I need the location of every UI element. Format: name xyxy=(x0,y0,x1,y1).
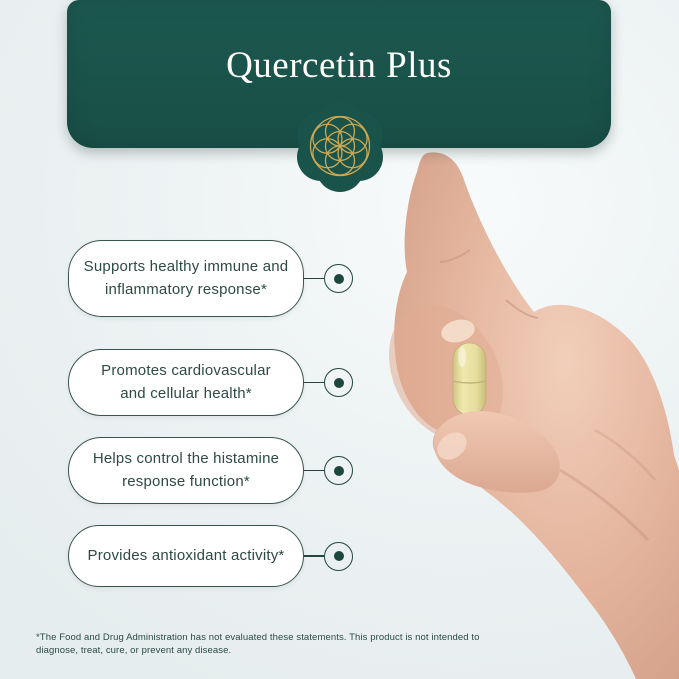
marker-dot xyxy=(334,551,344,561)
product-title: Quercetin Plus xyxy=(226,45,452,86)
benefit-text: Helps control the histamine xyxy=(92,450,280,467)
benefit-box xyxy=(68,437,304,504)
benefit-box xyxy=(68,240,304,317)
capsule xyxy=(453,343,486,415)
connector-line xyxy=(304,470,324,472)
fda-disclaimer: *The Food and Drug Administration has not evaluated these statements. This product is not intended to diagnose, treat, cure, or prevent any disease. xyxy=(36,632,480,657)
target-marker-icon xyxy=(324,542,353,571)
benefit-text: Promotes cardiovascular xyxy=(101,362,271,379)
target-marker-icon xyxy=(324,368,353,397)
benefit-row-cardio xyxy=(68,349,368,416)
benefit-text: Supports healthy immune and xyxy=(83,258,289,275)
marker-dot xyxy=(334,274,344,284)
target-marker-icon xyxy=(324,456,353,485)
marker-dot xyxy=(334,378,344,388)
benefit-box xyxy=(68,349,304,416)
connector-line xyxy=(304,382,324,384)
benefit-text: response function* xyxy=(122,472,250,490)
connector-line xyxy=(304,278,324,280)
seed-of-life-icon xyxy=(291,97,389,195)
brand-logo xyxy=(291,97,389,195)
marker-dot xyxy=(334,466,344,476)
benefit-text: Provides antioxidant activity* xyxy=(87,546,285,564)
benefit-box xyxy=(68,525,304,587)
benefit-text: inflammatory response* xyxy=(105,280,267,298)
target-marker-icon xyxy=(324,264,353,293)
benefit-text: and cellular health* xyxy=(120,384,252,402)
benefit-row-histamine xyxy=(68,437,368,504)
benefit-row-antioxidant xyxy=(68,525,368,587)
connector-line xyxy=(304,555,324,557)
benefit-row-immune xyxy=(68,240,368,317)
